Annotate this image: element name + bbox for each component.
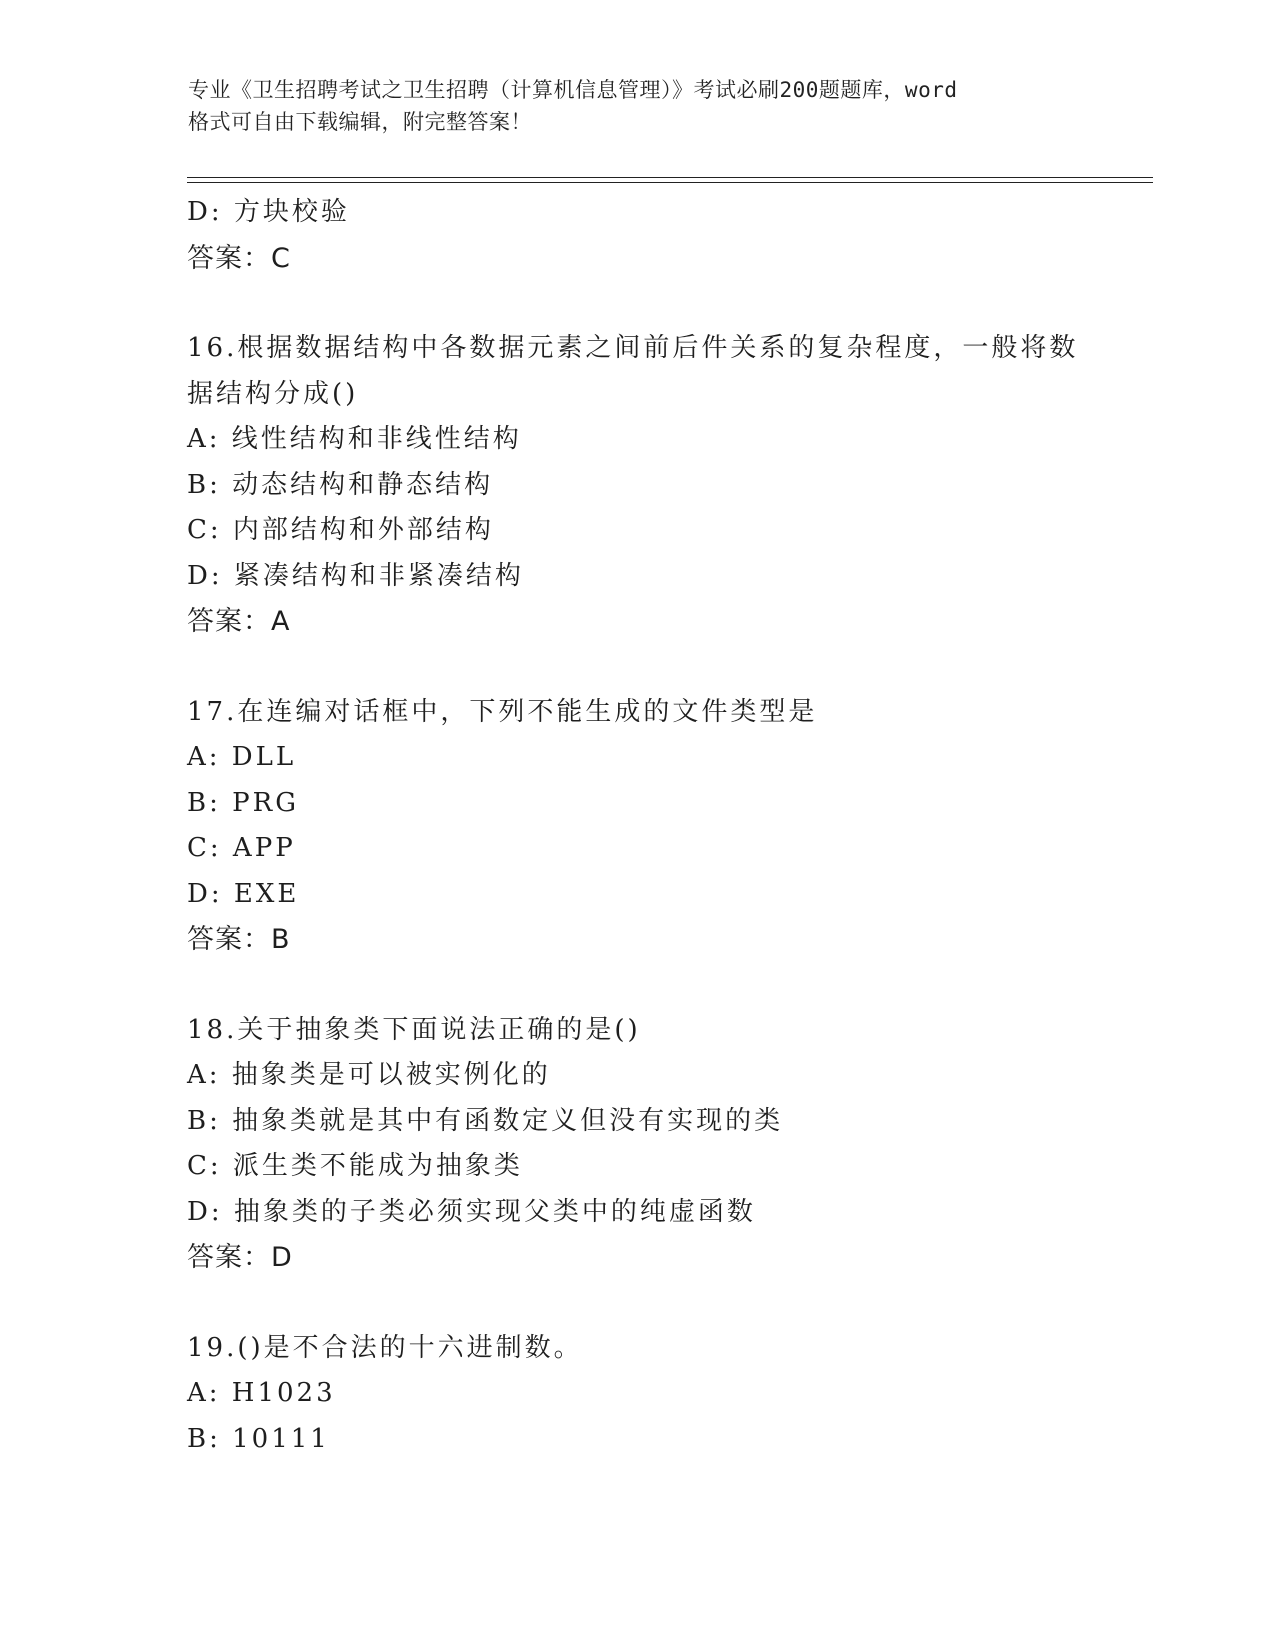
- option-d: D: 方块校验: [187, 197, 350, 227]
- question-stem: 17.在连编对话框中，下列不能生成的文件类型是: [187, 696, 818, 727]
- option-b: B: 动态结构和静态结构: [187, 469, 494, 500]
- option-c: C: 内部结构和外部结构: [187, 515, 494, 545]
- question-18: [187, 1008, 1107, 1281]
- question-16: [187, 326, 1107, 645]
- option-a: A: DLL: [187, 742, 297, 772]
- answer-line: 答案：D: [187, 1242, 293, 1273]
- option-d: D: EXE: [187, 878, 300, 909]
- header-line-2: 格式可自由下载编辑，附完整答案！: [188, 110, 532, 134]
- spacer: [187, 281, 1107, 326]
- spacer: [187, 963, 1107, 1008]
- spacer: [187, 645, 1107, 690]
- option-c: C: APP: [187, 833, 296, 863]
- option-a: A: 线性结构和非线性结构: [187, 424, 522, 454]
- question-list: [187, 190, 1107, 1462]
- header-divider-bottom: [187, 182, 1153, 183]
- previous-question-tail: [187, 190, 1107, 281]
- question-stem: 18.关于抽象类下面说法正确的是(): [187, 1014, 641, 1045]
- option-b: B: 10111: [187, 1423, 330, 1454]
- question-17: [187, 690, 1107, 963]
- header-divider-top: [187, 177, 1153, 178]
- option-a: A: H1023: [187, 1378, 336, 1408]
- option-b: B: PRG: [187, 787, 299, 818]
- answer-line: 答案：A: [187, 606, 291, 637]
- answer-line: 答案：B: [187, 924, 291, 955]
- question-stem: 19.()是不合法的十六进制数。: [187, 1332, 583, 1363]
- option-d: D: 抽象类的子类必须实现父类中的纯虚函数: [187, 1196, 756, 1227]
- question-19: [187, 1326, 1107, 1463]
- spacer: [187, 1281, 1107, 1326]
- question-stem: 16.根据数据结构中各数据元素之间前后件关系的复杂程度，一般将数: [187, 333, 1079, 363]
- question-stem-continued: 据结构分成(): [187, 378, 359, 409]
- option-d: D: 紧凑结构和非紧凑结构: [187, 560, 524, 591]
- document-header: [188, 74, 1088, 138]
- option-c: C: 派生类不能成为抽象类: [187, 1151, 523, 1181]
- answer-line: 答案：C: [187, 242, 291, 274]
- header-line-1: 专业《卫生招聘考试之卫生招聘（计算机信息管理）》考试必刷200题题库，word: [188, 78, 958, 102]
- option-b: B: 抽象类就是其中有函数定义但没有实现的类: [187, 1105, 784, 1136]
- option-a: A: 抽象类是可以被实例化的: [187, 1060, 551, 1090]
